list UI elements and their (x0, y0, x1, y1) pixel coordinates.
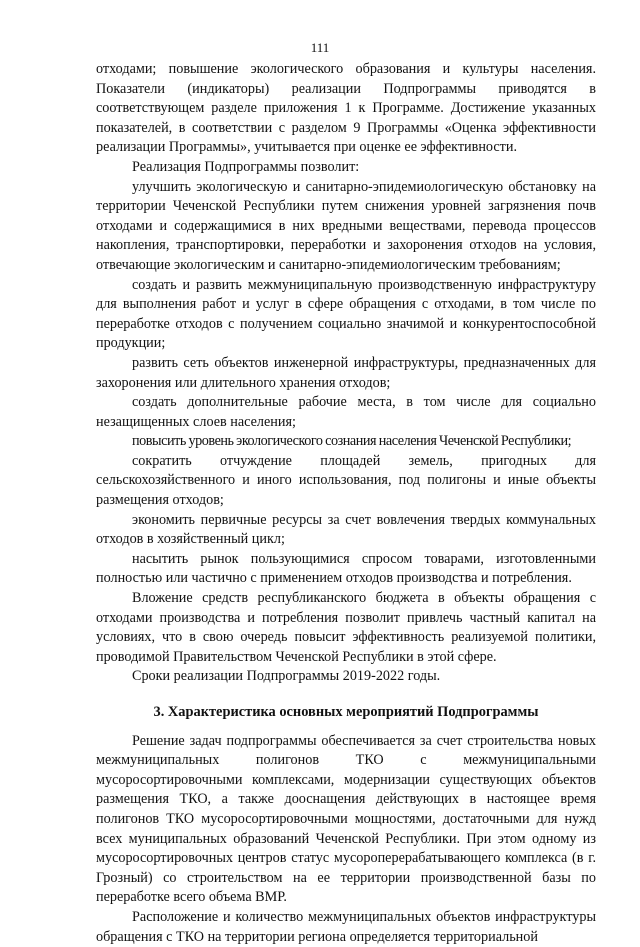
paragraph: Расположение и количество межмуниципальных объектов инфраструктуры обращения с ТКО на территории региона определяется территориальной (96, 908, 596, 945)
paragraph: создать и развить межмуниципальную производственную инфраструктуру для выполнения работ и услуг в сфере обращения с отходами, в том числе по переработке отходов с получением социально значимой и конкурентоспособной продукции; (96, 276, 596, 352)
paragraphs-after-heading (96, 732, 596, 947)
paragraph: Вложение средств республиканского бюджета в объекты обращения с отходами производства и потребления позволит привлечь частный капитал на условиях, что в свою очередь повысит эффективность реализуемой политики, проводимой Правительством Чеченской Республики в этой сфере. (96, 590, 596, 665)
paragraph: насытить рынок пользующимися спросом товарами, изготовленными полностью или частично с применением отходов производства и потребления. (96, 550, 596, 587)
paragraph: Сроки реализации Подпрограммы 2019-2022 годы. (132, 668, 441, 685)
section-heading: 3. Характеристика основных мероприятий Подпрограммы (153, 704, 539, 720)
paragraph: улучшить экологическую и санитарно-эпидемиологическую обстановку на территории Чеченской Республики путем снижения уровней загрязнения почв отходами и содержащимися в них вредными веществами, перевода процессов накопления, транспортировки, переработки и захоронения отходов на условия, отвечающие экологическим и санитарно-эпидемиологическим требованиям; (96, 178, 596, 273)
page-number: 111 (310, 40, 330, 55)
paragraph: развить сеть объектов инженерной инфраструктуры, предназначенных для захоронения или длительного хранения отходов; (96, 354, 596, 391)
paragraph: экономить первичные ресурсы за счет вовлечения твердых коммунальных отходов в хозяйственный цикл; (96, 511, 596, 548)
paragraph: Решение задач подпрограммы обеспечивается за счет строительства новых межмуниципальных полигонов ТКО с межмуниципальными мусоросортировочными комплексами, модернизации существующих объектов размещения ТКО, а также дооснащения действующих в настоящее время полигонов ТКО мусоросортировочными мощностями, достаточными для нужд всех муниципальных образований Чеченской Республики. При этом одному из мусоросортировочных центров статус мусороперерабатывающего комплекса (в г. Грозный) со строительством на ее территории производственной базы по переработке всего объема ВМР. (96, 732, 596, 906)
paragraph: повысить уровень экологического сознания населения Чеченской Республики; (132, 433, 572, 450)
paragraph: отходами; повышение экологического образования и культуры населения. Показатели (индикаторы) реализации Подпрограммы приводятся в соответствующем разделе приложения 1 к Программе. Достижение указанных показателей, в соответствии с разделом 9 Программы «Оценка эффективности реализации Программы», учитывается при оценке ее эффективности. (96, 61, 596, 156)
document-body (96, 60, 596, 947)
paragraph: Реализация Подпрограммы позволит: (132, 158, 360, 175)
paragraphs-before-heading (96, 60, 596, 687)
paragraph: создать дополнительные рабочие места, в том числе для социально незащищенных слоев населения; (96, 394, 596, 430)
paragraph: сократить отчуждение площадей земель, пригодных для сельскохозяйственного и иного использования, под полигоны и иные объекты размещения отходов; (96, 452, 596, 509)
